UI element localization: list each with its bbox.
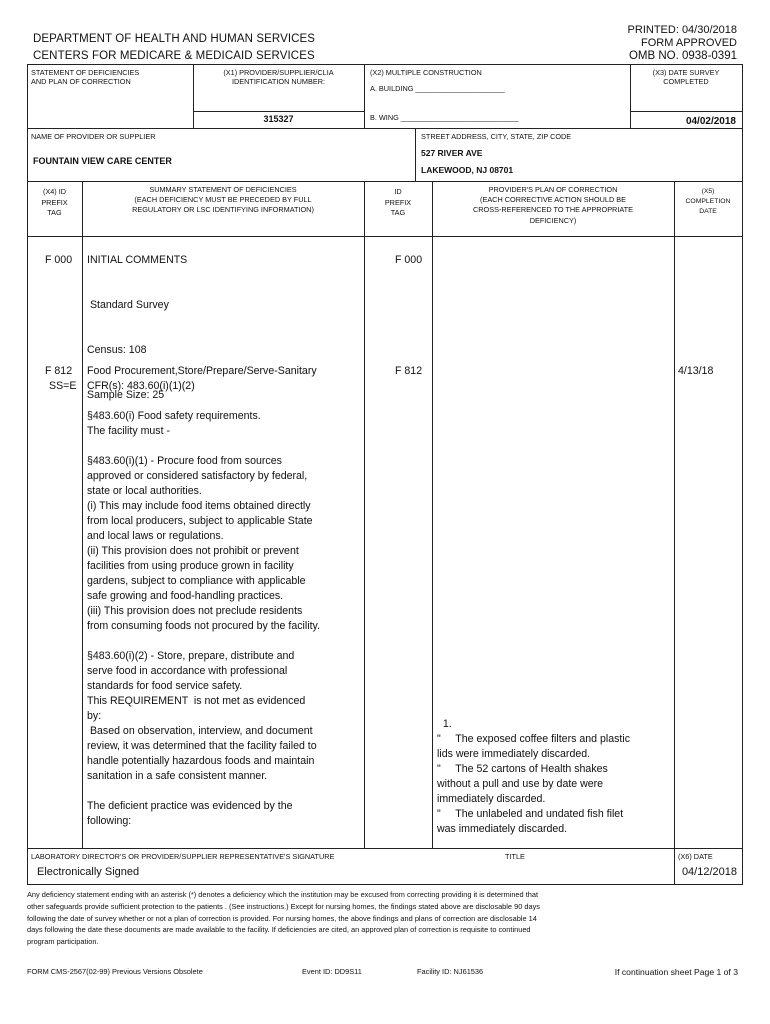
- address-label: STREET ADDRESS, CITY, STATE, ZIP CODE: [421, 132, 572, 141]
- agency-title: CENTERS FOR MEDICARE & MEDICAID SERVICES: [33, 50, 315, 62]
- page-number: If continuation sheet Page 1 of 3: [614, 967, 738, 977]
- x5-column-header: (X5) COMPLETION DATE: [685, 188, 731, 215]
- x3-label: (X3) DATE SURVEY COMPLETED: [652, 68, 720, 87]
- signature-label: LABORATORY DIRECTOR'S OR PROVIDER/SUPPLIER REPRESENTATIVE'S SIGNATURE: [31, 852, 335, 861]
- x2-label: (X2) MULTIPLE CONSTRUCTION: [370, 68, 482, 77]
- completion-date: 4/13/18: [678, 365, 714, 377]
- printed-date: PRINTED: 04/30/2018: [627, 24, 737, 36]
- provider-name-label: NAME OF PROVIDER OR SUPPLIER: [31, 132, 156, 141]
- date-label: (X6) DATE: [678, 852, 713, 861]
- tag-severity: SS=E: [49, 380, 77, 392]
- survey-completed-date: 04/02/2018: [685, 116, 736, 127]
- facility-id: Facility ID: NJ61536: [417, 967, 484, 976]
- tag-f812: F 812: [45, 365, 73, 377]
- event-id: Event ID: DD9S11: [302, 967, 362, 976]
- x1-label: (X1) PROVIDER/SUPPLIER/CLIA IDENTIFICATION NUMBER:: [223, 68, 334, 87]
- summary-initial: INITIAL COMMENTS Standard Survey Census: 108 Sample Size: 25: [87, 254, 188, 401]
- plan-of-correction: 1. " The exposed coffee filters and plastic lids were immediately discarded. " The 52 cartons of Health shakes without a pull and use by date were immediately discarded. " The unlabeled and undated fish filet was immediately discarded.: [437, 718, 630, 835]
- provider-name: FOUNTAIN VIEW CARE CENTER: [33, 156, 172, 166]
- summary-column-header: SUMMARY STATEMENT OF DEFICIENCIES (EACH DEFICIENCY MUST BE PRECEDED BY FULL REGULATORY OR LSC IDENTIFYING INFORMATION): [132, 185, 314, 215]
- x2-wing: B. WING _____________________________: [370, 113, 519, 122]
- footnote: Any deficiency statement ending with an asterisk (*) denotes a deficiency which the institution may be excused from correcting providing it is determined that other safeguards provide sufficient protection to the patients . (See instructions.) Except for nursing homes, the findings stated above are disclosable 90 days following the date of survey whether or not a plan of correction is provided. For nursing homes, the above findings and plans of correction are disclosable 14 days following the date these documents are made available to the facility. If deficiencies are cited, an approved plan of correction is requisite to continued program participation.: [27, 890, 540, 947]
- x4-column-header: (X4) ID PREFIX TAG: [41, 187, 68, 218]
- omb-number: OMB NO. 0938-0391: [628, 50, 737, 62]
- plan-column-header: PROVIDER'S PLAN OF CORRECTION (EACH CORRECTIVE ACTION SHOULD BE CROSS-REFERENCED TO THE APPROPRIATE DEFICIENCY): [472, 185, 634, 225]
- x2-building: A. BUILDING ______________________: [370, 84, 505, 93]
- statement-label: STATEMENT OF DEFICIENCIES AND PLAN OF CORRECTION: [31, 68, 140, 87]
- tag-f000-right: F 000: [395, 254, 423, 266]
- summary-f812: Food Procurement,Store/Prepare/Serve-Sanitary CFR(s): 483.60(i)(1)(2) §483.60(i) Food safety requirements. The facility must - §483.60(i)(1) - Procure food from sources approved or considered satisfactory by federal, state or local authorities. (i) This may include food items obtained directly from local producers, subject to applicable State and local laws or regulations. (ii) This provision does not prohibit or prevent facilities from using produce grown in facility gardens, subject to compliance with applicable safe growing and food-handling practices. (iii) This provision does not preclude residents from consuming foods not procured by the facility. §483.60(i)(2) - Store, prepare, distribute and serve food in accordance with professional standards for food service safety. This REQUIREMENT is not met as evidenced by: Based on observation, interview, and document review, it was determined that the facility failed to handle potentially hazardous foods and maintain sanitation in a safe consistent manner. The deficient practice was evidenced by the following:: [87, 365, 320, 827]
- tag-f000: F 000: [45, 254, 73, 266]
- tag-f812-right: F 812: [395, 365, 423, 377]
- provider-id-number: 315327: [263, 114, 294, 124]
- signature-value: Electronically Signed: [37, 866, 140, 878]
- form-number: FORM CMS-2567(02-99) Previous Versions Obsolete: [27, 967, 203, 976]
- street-address: 527 RIVER AVE: [421, 148, 483, 158]
- department-title: DEPARTMENT OF HEALTH AND HUMAN SERVICES: [33, 33, 316, 45]
- signature-date: 04/12/2018: [681, 866, 737, 878]
- city-state-zip: LAKEWOOD, NJ 08701: [421, 165, 514, 175]
- id-column-header: ID PREFIX TAG: [384, 187, 412, 218]
- form-approved: FORM APPROVED: [641, 37, 737, 49]
- title-label: TITLE: [505, 852, 525, 861]
